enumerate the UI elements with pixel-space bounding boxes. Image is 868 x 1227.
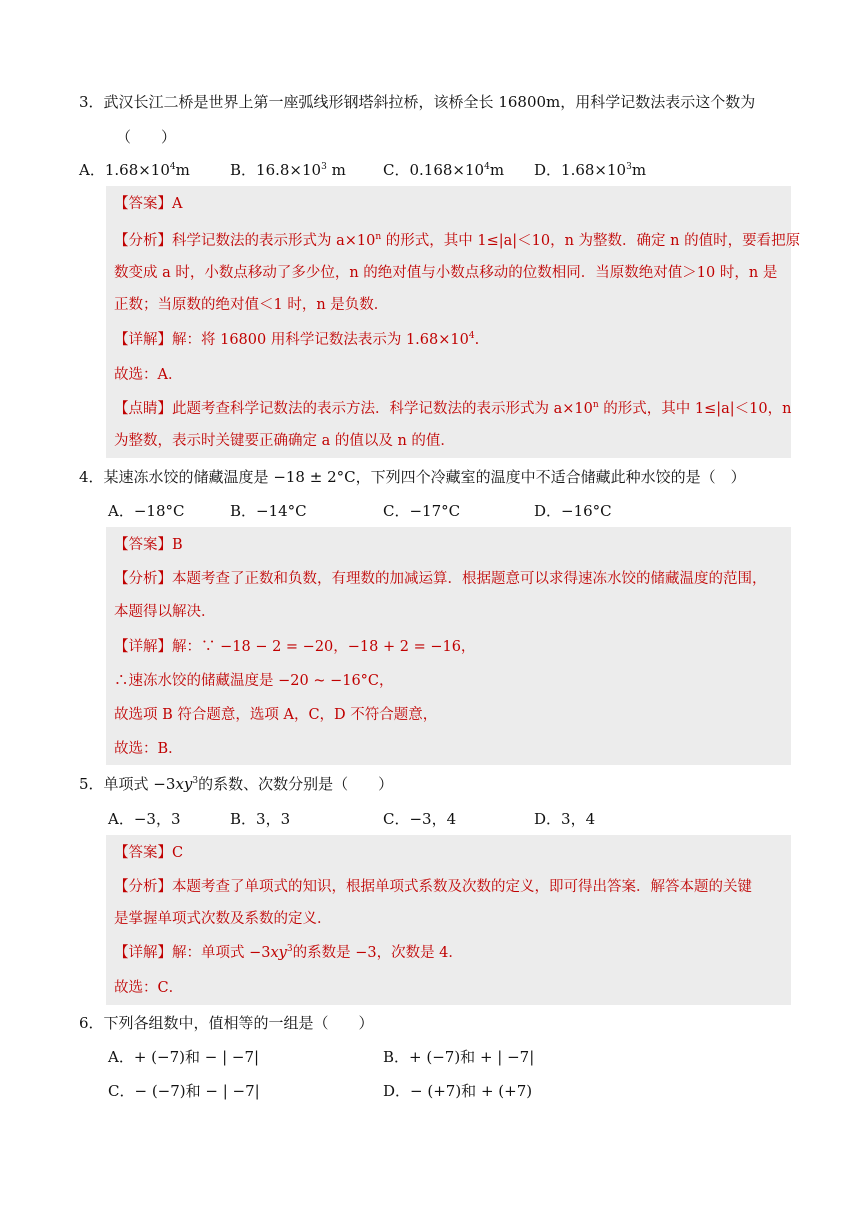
q3-answer: 【答案】A — [114, 196, 183, 212]
q6-option-d: D．− (+7)和 + (+7) — [383, 1082, 533, 1100]
q3-option-b: B．$16.8\times 10^3$ m — [230, 161, 346, 179]
q3-analysis-line1: 【分析】科学记数法的表示形式为 $a\times 10^n$ 的形式，其中 1≤|a|＜10，n 为整数．确定 n 的值时，要看把原 — [114, 232, 801, 249]
question-5-stem: 5．单项式 $-3xy^3$的系数、次数分别是（ ） — [79, 775, 394, 793]
q6-option-b: B．+ (−7)和 + | −7| — [383, 1048, 535, 1066]
q3-note-line2: 为整数，表示时关键要正确确定 a 的值以及 n 的值． — [114, 433, 455, 449]
q5-option-a: A．−3，3 — [108, 810, 181, 828]
q4-analysis-line1: 【分析】本题考查了正数和负数，有理数的加减运算．根据题意可以求得速冻水饺的储藏温度的范围， — [114, 571, 767, 587]
q4-solution-box — [106, 527, 791, 765]
q4-option-a: A．−18°C — [108, 502, 185, 520]
q3-analysis-line3: 正数；当原数的绝对值＜1 时，n 是负数． — [114, 297, 389, 313]
q5-choice: 故选：C． — [114, 980, 184, 996]
q5-answer: 【答案】C — [114, 845, 184, 861]
question-3-paren: （ ） — [116, 128, 177, 146]
q5-detail: 【详解】解：单项式 $-3xy^3$的系数是 −3，次数是 4． — [114, 944, 463, 961]
q4-detail-line2: ∴速冻水饺的储藏温度是 −20 ~ −16°C， — [114, 673, 394, 689]
q5-option-c: C．−3，4 — [383, 810, 457, 828]
q4-option-b: B．−14°C — [230, 502, 307, 520]
q3-option-c: C．$0.168\times 10^4m$ — [383, 161, 505, 179]
q3-note-line1: 【点睛】此题考查科学记数法的表示方法．科学记数法的表示形式为 $a\times 10^n$ 的形式，其中 1≤|a|＜10，n — [114, 400, 792, 417]
q5-analysis-line1: 【分析】本题考查了单项式的知识，根据单项式系数及次数的定义，即可得出答案．解答本题的关键 — [114, 879, 752, 895]
q3-option-a: A．$1.68\times 10^4m$ — [79, 161, 190, 179]
q4-option-c: C．−17°C — [383, 502, 461, 520]
q3-analysis-line2: 数变成 a 时，小数点移动了多少位，n 的绝对值与小数点移动的位数相同．当原数绝对值＞10 时，n 是 — [114, 265, 778, 281]
q4-detail-line3: 故选项 B 符合题意，选项 A，C，D 不符合题意， — [114, 707, 438, 723]
q5-option-d: D．3，4 — [534, 810, 596, 828]
q4-choice: 故选：B． — [114, 741, 183, 757]
q5-option-b: B．3，3 — [230, 810, 291, 828]
q4-answer: 【答案】B — [114, 537, 183, 553]
question-6-stem: 6．下列各组数中，值相等的一组是（ ） — [79, 1014, 374, 1032]
q3-option-d: D．$1.68\times 10^3m$ — [534, 161, 647, 179]
q3-solution-box — [106, 186, 801, 458]
q3-detail: 【详解】解：将 16800 用科学记数法表示为 $1.68\times 10^4$. — [114, 331, 480, 348]
q4-detail-line1: 【详解】解：∵ −18 − 2 = −20，−18 + 2 = −16， — [114, 639, 476, 655]
q3-choice: 故选：A． — [114, 367, 183, 383]
q4-option-d: D．−16°C — [534, 502, 612, 520]
q5-analysis-line2: 是掌握单项式次数及系数的定义． — [114, 911, 332, 927]
q5-solution-box — [106, 835, 791, 1005]
question-3-stem: 3．武汉长江二桥是世界上第一座弧线形钢塔斜拉桥，该桥全长 16800m，用科学记数法表示这个数为 — [79, 93, 756, 111]
q6-option-a: A．+ (−7)和 − | −7| — [108, 1048, 260, 1066]
question-4-stem: 4．某速冻水饺的储藏温度是 −18 ± 2°C，下列四个冷藏室的温度中不适合储藏此种水饺的是（ ） — [79, 468, 746, 486]
q4-analysis-line2: 本题得以解决． — [114, 604, 216, 620]
q6-option-c: C．− (−7)和 − | −7| — [108, 1082, 260, 1100]
